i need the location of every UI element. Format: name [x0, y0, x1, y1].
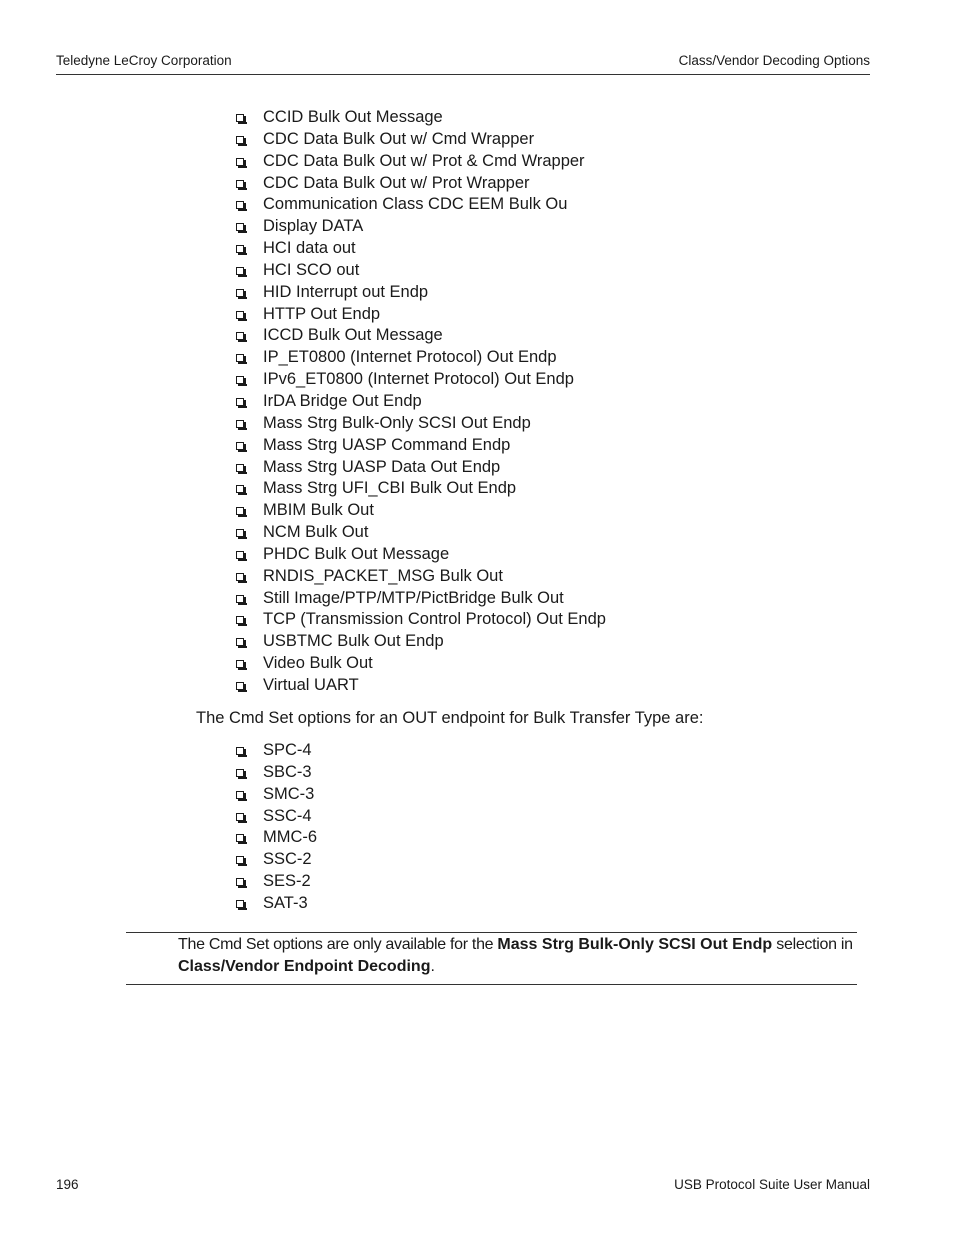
checkbox-bullet-icon — [236, 354, 244, 362]
list-item-label: Mass Strg UASP Data Out Endp — [263, 457, 501, 476]
list-item-label: ICCD Bulk Out Message — [263, 326, 443, 345]
checkbox-bullet-icon — [236, 747, 244, 755]
list-item-label: Video Bulk Out — [263, 654, 373, 673]
note-text — [178, 934, 868, 978]
note-bold-section: Class/Vendor Endpoint Decoding — [178, 958, 431, 975]
list-item-label: Virtual UART — [263, 675, 359, 694]
checkbox-bullet-icon — [236, 376, 244, 384]
list-item-label: Mass Strg UASP Command Endp — [263, 435, 511, 454]
checkbox-bullet-icon — [236, 442, 244, 450]
note-box — [126, 932, 857, 985]
list-item-label: SMC-3 — [263, 784, 315, 803]
list-item-label: HID Interrupt out Endp — [263, 282, 429, 301]
note-text-part: . — [430, 958, 435, 975]
list-item-label: NCM Bulk Out — [263, 523, 369, 542]
list-item-label: IPv6_ET0800 (Internet Protocol) Out Endp — [263, 370, 574, 389]
note-text-part: selection in — [772, 936, 853, 953]
list-item-label: CDC Data Bulk Out w/ Cmd Wrapper — [263, 129, 535, 148]
checkbox-bullet-icon — [236, 616, 244, 624]
page-number: 196 — [56, 1177, 79, 1192]
list-item-label: CDC Data Bulk Out w/ Prot Wrapper — [263, 173, 530, 192]
list-item-label: Communication Class CDC EEM Bulk Ou — [263, 195, 568, 214]
checkbox-bullet-icon — [236, 223, 244, 231]
list-item-label: TCP (Transmission Control Protocol) Out Endp — [263, 610, 606, 629]
list-item-label: CCID Bulk Out Message — [263, 108, 443, 126]
list-item-label: Display DATA — [263, 217, 364, 236]
checkbox-bullet-icon — [236, 856, 244, 864]
checkbox-bullet-icon — [236, 398, 244, 406]
checkbox-bullet-icon — [236, 813, 244, 821]
checkbox-bullet-icon — [236, 834, 244, 842]
checkbox-bullet-icon — [236, 311, 244, 319]
checkbox-bullet-icon — [236, 180, 244, 188]
checkbox-bullet-icon — [236, 791, 244, 799]
checkbox-bullet-icon — [236, 114, 244, 122]
header-section-title: Class/Vendor Decoding Options — [678, 53, 870, 68]
header-company: Teledyne LeCroy Corporation — [56, 53, 232, 68]
checkbox-bullet-icon — [236, 878, 244, 886]
list-item-label: PHDC Bulk Out Message — [263, 544, 450, 563]
checkbox-bullet-icon — [236, 900, 244, 908]
note-text-part: The Cmd Set options are only available for the — [178, 936, 498, 953]
checkbox-bullet-icon — [236, 332, 244, 340]
list-item-label: USBTMC Bulk Out Endp — [263, 632, 444, 651]
list-item-label: SBC-3 — [263, 762, 312, 781]
page-header — [56, 52, 870, 75]
list-item-label: CDC Data Bulk Out w/ Prot & Cmd Wrapper — [263, 151, 585, 170]
checkbox-bullet-icon — [236, 158, 244, 166]
list-item-label: SES-2 — [263, 872, 311, 891]
footer-manual-title: USB Protocol Suite User Manual — [674, 1177, 870, 1192]
list-item-label: Mass Strg UFI_CBI Bulk Out Endp — [263, 479, 517, 498]
list-item-label: MBIM Bulk Out — [263, 501, 374, 520]
list-item-label: SPC-4 — [263, 741, 312, 759]
list-item-label: Still Image/PTP/MTP/PictBridge Bulk Out — [263, 588, 564, 607]
list-item-label: SSC-4 — [263, 806, 312, 825]
checkbox-bullet-icon — [236, 485, 244, 493]
checkbox-bullet-icon — [236, 136, 244, 144]
list-item-label: SAT-3 — [263, 893, 308, 912]
checkbox-bullet-icon — [236, 769, 244, 777]
list-item-label: IrDA Bridge Out Endp — [263, 391, 422, 410]
list-item-label: HTTP Out Endp — [263, 304, 381, 323]
checkbox-bullet-icon — [236, 507, 244, 515]
list-item-label: HCI SCO out — [263, 260, 360, 279]
checkbox-bullet-icon — [236, 289, 244, 297]
list-item-label: IP_ET0800 (Internet Protocol) Out Endp — [263, 348, 557, 367]
checkbox-bullet-icon — [236, 245, 244, 253]
checkbox-bullet-icon — [236, 529, 244, 537]
checkbox-bullet-icon — [236, 551, 244, 559]
list-item-label: RNDIS_PACKET_MSG Bulk Out — [263, 566, 503, 585]
list-item-label: HCI data out — [263, 239, 356, 258]
checkbox-bullet-icon — [236, 267, 244, 275]
cmd-set-intro: The Cmd Set options for an OUT endpoint for Bulk Transfer Type are: — [196, 709, 704, 727]
checkbox-bullet-icon — [236, 464, 244, 472]
page-footer — [56, 1176, 870, 1196]
checkbox-bullet-icon — [236, 660, 244, 668]
note-bold-option: Mass Strg Bulk-Only SCSI Out Endp — [497, 936, 773, 953]
list-item-label: MMC-6 — [263, 828, 318, 847]
checkbox-bullet-icon — [236, 595, 244, 603]
list-item-label: SSC-2 — [263, 850, 312, 869]
checkbox-bullet-icon — [236, 420, 244, 428]
list-item-label: Mass Strg Bulk-Only SCSI Out Endp — [263, 413, 531, 432]
checkbox-bullet-icon — [236, 682, 244, 690]
checkbox-bullet-icon — [236, 201, 244, 209]
checkbox-bullet-icon — [236, 573, 244, 581]
checkbox-bullet-icon — [236, 638, 244, 646]
